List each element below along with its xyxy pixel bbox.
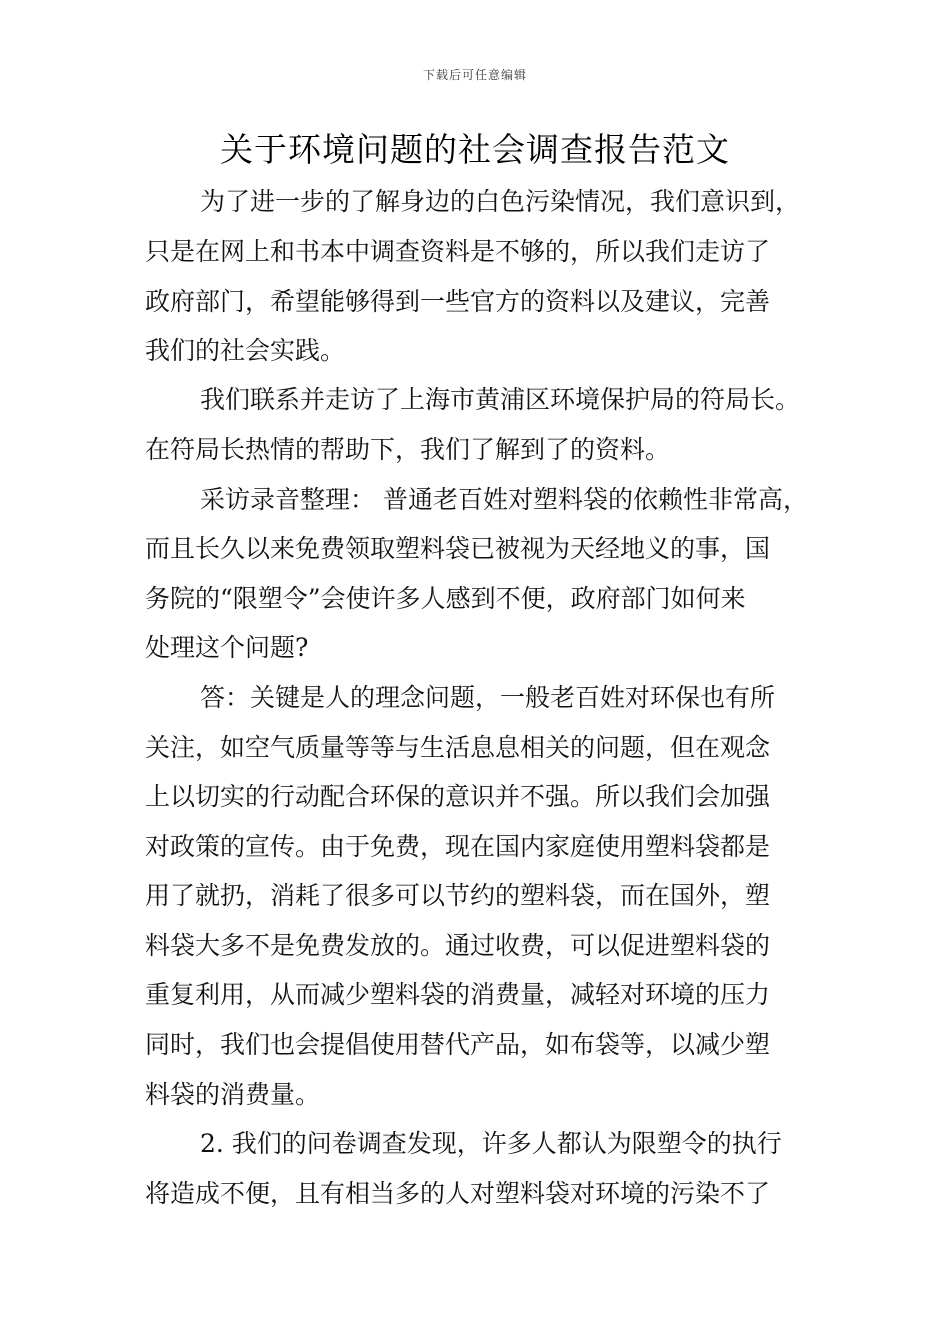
paragraph-4-line-2: 关注，如空气质量等等与生活息息相关的问题，但在观念 (145, 733, 771, 762)
paragraph-3-line-2: 而且长久以来免费领取塑料袋已被视为天经地义的事，国 (145, 534, 771, 563)
paragraph-2-line-1: 我们联系并走访了上海市黄浦区环境保护局的符局长。 (200, 385, 801, 414)
paragraph-5-line-2: 将造成不便，且有相当多的人对塑料袋对环境的污染不了 (145, 1179, 771, 1208)
paragraph-4-line-4: 对政策的宣传。由于免费，现在国内家庭使用塑料袋都是 (145, 832, 771, 861)
paragraph-3-line-4: 处理这个问题? (145, 633, 309, 662)
paragraph-4-line-7: 重复利用，从而减少塑料袋的消费量，减轻对环境的压力 (145, 980, 771, 1009)
paragraph-1-line-3: 政府部门，希望能够得到一些官方的资料以及建议，完善 (145, 287, 771, 316)
paragraph-1-line-1: 为了进一步的了解身边的白色污染情况，我们意识到， (200, 187, 801, 216)
paragraph-3-line-1: 采访录音整理： 普通老百姓对塑料袋的依赖性非常高， (200, 485, 808, 514)
paragraph-1-line-4: 我们的社会实践。 (145, 336, 346, 365)
document-title: 关于环境问题的社会调查报告范文 (220, 130, 730, 169)
paragraph-4-line-9: 料袋的消费量。 (145, 1080, 321, 1109)
paragraph-4-line-6: 料袋大多不是免费发放的。通过收费，可以促进塑料袋的 (145, 931, 771, 960)
paragraph-2-line-2: 在符局长热情的帮助下，我们了解到了的资料。 (145, 435, 671, 464)
paragraph-4-line-5: 用了就扔，消耗了很多可以节约的塑料袋，而在国外，塑 (145, 881, 771, 910)
paragraph-4-line-1: 答：关键是人的理念问题，一般老百姓对环保也有所 (200, 683, 776, 712)
paragraph-1-line-2: 只是在网上和书本中调查资料是不够的，所以我们走访了 (145, 237, 771, 266)
paragraph-4-line-3: 上以切实的行动配合环保的意识并不强。所以我们会加强 (145, 782, 771, 811)
header-note: 下载后可任意编辑 (422, 68, 527, 82)
paragraph-5-line-1: 2. 我们的问卷调查发现，许多人都认为限塑令的执行 (200, 1129, 782, 1158)
paragraph-4-line-8: 同时，我们也会提倡使用替代产品，如布袋等，以减少塑 (145, 1030, 771, 1059)
paragraph-3-line-3: 务院的“限塑令”会使许多人感到不便，政府部门如何来 (145, 584, 746, 613)
